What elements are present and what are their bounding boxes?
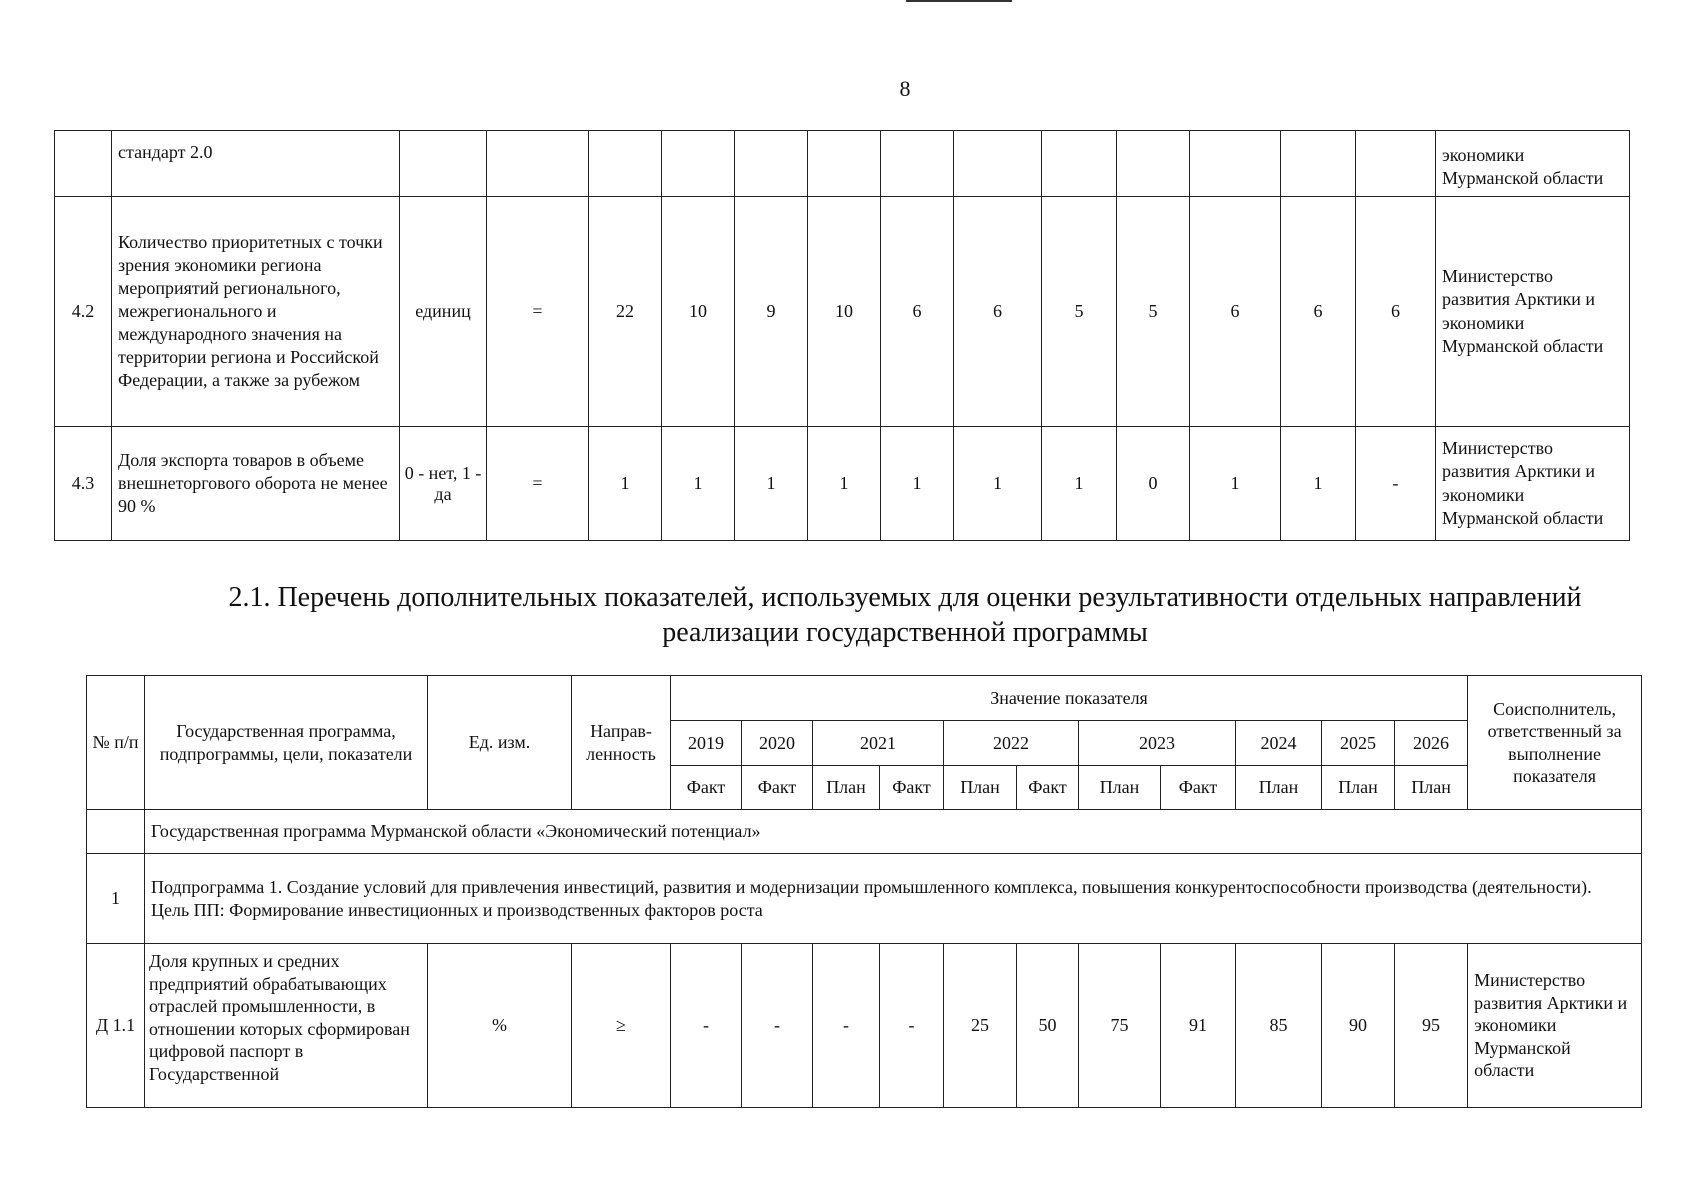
kind-header: Факт	[742, 766, 813, 810]
value-cell: 5	[1042, 197, 1117, 427]
value-cell: 1	[589, 427, 662, 541]
additional-indicators-table	[86, 675, 1642, 1108]
kind-header: План	[1395, 766, 1468, 810]
subprogram-row	[87, 854, 1642, 944]
header-program: Государственная программа, подпрограммы, цели, показатели	[145, 676, 428, 810]
value-cell: 22	[589, 197, 662, 427]
unit-cell: 0 - нет, 1 - да	[400, 427, 487, 541]
value-cell: 91	[1161, 944, 1236, 1108]
value-cell: 1	[1042, 427, 1117, 541]
header-row	[87, 676, 1642, 721]
row-number: Д 1.1	[87, 944, 145, 1108]
kind-header: Факт	[671, 766, 742, 810]
year-header: 2023	[1079, 721, 1236, 766]
value-cell: 6	[881, 197, 954, 427]
value-cell: -	[813, 944, 880, 1108]
year-header: 2019	[671, 721, 742, 766]
kind-header: Факт	[880, 766, 944, 810]
unit-cell: %	[428, 944, 572, 1108]
value-cell: 9	[735, 197, 808, 427]
year-header: 2025	[1322, 721, 1395, 766]
program-title: Государственная программа Мурманской области «Экономический потенциал»	[145, 810, 1642, 854]
value-cell: 85	[1236, 944, 1322, 1108]
page-number: 8	[899, 76, 911, 101]
value-cell: 90	[1322, 944, 1395, 1108]
value-cell: 1	[808, 427, 881, 541]
value-cell: 25	[944, 944, 1017, 1108]
value-cell: 5	[1117, 197, 1190, 427]
value-cell	[1281, 131, 1356, 197]
subprogram-goal: Цель ПП: Формирование инвестиционных и производственных факторов роста	[151, 899, 763, 920]
indicator-label: Доля крупных и средних предприятий обрабатывающих отраслей промышленности, в отношении которых сформирован цифровой паспорт в Государственной	[145, 944, 428, 1108]
row-number: 4.2	[55, 197, 112, 427]
top-rule	[906, 0, 1012, 2]
indicator-label: Доля экспорта товаров в объеме внешнеторгового оборота не менее 90 %	[112, 427, 400, 541]
value-cell: -	[1356, 427, 1436, 541]
kind-header: План	[813, 766, 880, 810]
header-direction: Направ-ленность	[572, 676, 671, 810]
year-header: 2026	[1395, 721, 1468, 766]
direction-cell: =	[487, 427, 589, 541]
year-header: 2021	[813, 721, 944, 766]
responsible-cell: Министерство развития Арктики и экономики Мурманской области	[1468, 944, 1642, 1108]
table-row	[55, 427, 1630, 541]
year-header: 2022	[944, 721, 1079, 766]
direction-cell: ≥	[572, 944, 671, 1108]
kind-header: План	[1322, 766, 1395, 810]
value-cell: 6	[1356, 197, 1436, 427]
responsible-cell: Министерство развития Арктики и экономики Мурманской области	[1436, 427, 1630, 541]
value-cell	[881, 131, 954, 197]
value-cell	[808, 131, 881, 197]
year-header: 2020	[742, 721, 813, 766]
table-row	[55, 197, 1630, 427]
row-number	[55, 131, 112, 197]
subprogram-cell	[145, 854, 1642, 944]
row-number	[87, 810, 145, 854]
value-cell: -	[671, 944, 742, 1108]
table-row	[55, 131, 1630, 197]
header-num: № п/п	[87, 676, 145, 810]
value-cell	[1042, 131, 1117, 197]
value-cell: -	[880, 944, 944, 1108]
value-cell: 6	[1190, 197, 1281, 427]
value-cell: 1	[1190, 427, 1281, 541]
unit-cell: единиц	[400, 197, 487, 427]
value-cell	[735, 131, 808, 197]
value-cell: 6	[954, 197, 1042, 427]
header-value: Значение показателя	[671, 676, 1468, 721]
row-number: 1	[87, 854, 145, 944]
value-cell	[1190, 131, 1281, 197]
table-row	[87, 944, 1642, 1108]
value-cell: 1	[1281, 427, 1356, 541]
value-cell: -	[742, 944, 813, 1108]
value-cell: 1	[954, 427, 1042, 541]
indicator-label: Количество приоритетных с точки зрения экономики региона мероприятий регионального, межрегионального и международного значения на территории региона и Российской Федерации, а также за рубежом	[112, 197, 400, 427]
responsible-cell: Министерство развития Арктики и экономики Мурманской области	[1436, 197, 1630, 427]
subprogram-title: Подпрограмма 1. Создание условий для привлечения инвестиций, развития и модернизации промышленного комплекса, повышения конкурентоспособности производства (деятельности).	[151, 877, 1592, 897]
value-cell	[662, 131, 735, 197]
direction-cell	[487, 131, 589, 197]
value-cell: 75	[1079, 944, 1161, 1108]
value-cell: 6	[1281, 197, 1356, 427]
value-cell: 0	[1117, 427, 1190, 541]
kind-header: Факт	[1017, 766, 1079, 810]
kind-header: План	[1079, 766, 1161, 810]
value-cell	[589, 131, 662, 197]
value-cell	[954, 131, 1042, 197]
value-cell: 95	[1395, 944, 1468, 1108]
indicator-label: стандарт 2.0	[112, 131, 400, 197]
row-number: 4.3	[55, 427, 112, 541]
kind-header: Факт	[1161, 766, 1236, 810]
unit-cell	[400, 131, 487, 197]
header-unit: Ед. изм.	[428, 676, 572, 810]
value-cell: 1	[881, 427, 954, 541]
value-cell: 10	[662, 197, 735, 427]
program-row	[87, 810, 1642, 854]
year-header: 2024	[1236, 721, 1322, 766]
responsible-cell: экономики Мурманской области	[1436, 131, 1630, 197]
kind-header: План	[1236, 766, 1322, 810]
value-cell: 50	[1017, 944, 1079, 1108]
value-cell: 1	[735, 427, 808, 541]
direction-cell: =	[487, 197, 589, 427]
value-cell	[1356, 131, 1436, 197]
value-cell	[1117, 131, 1190, 197]
kind-header: План	[944, 766, 1017, 810]
value-cell: 10	[808, 197, 881, 427]
indicators-table-continued	[54, 130, 1630, 541]
header-coexecutor: Соисполнитель, ответственный за выполнение показателя	[1468, 676, 1642, 810]
section-title: 2.1. Перечень дополнительных показателей, используемых для оценки результативности отдельных направлений реализации государственной программы	[228, 582, 1582, 648]
value-cell: 1	[662, 427, 735, 541]
